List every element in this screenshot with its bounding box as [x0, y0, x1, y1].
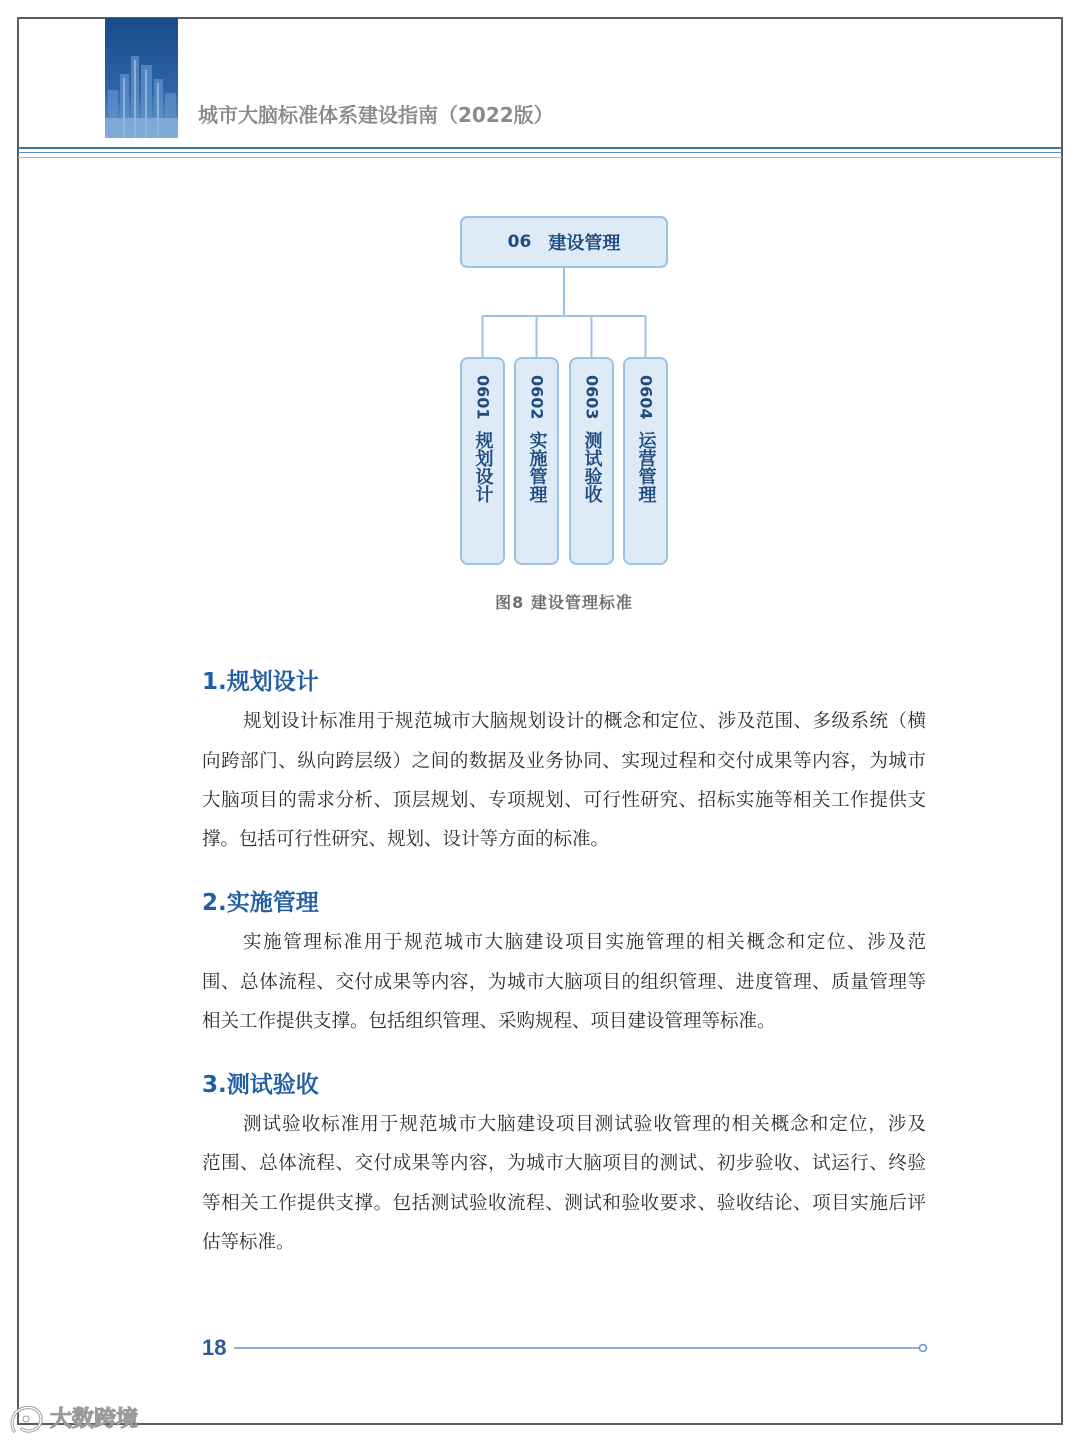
- diagram-connectors: [460, 266, 668, 359]
- node-label: 规划设计: [472, 430, 494, 503]
- root-node-label: 建设管理: [548, 233, 621, 254]
- section-heading: 2.实施管理: [202, 890, 319, 917]
- paragraph-line: 估等标准。: [202, 1232, 295, 1254]
- paragraph-line: 规划设计标准用于规范城市大脑规划设计的概念和定位、涉及范围、多级系统（横: [243, 711, 926, 733]
- paragraph-line: 测试验收标准用于规范城市大脑建设项目测试验收管理的相关概念和定位，涉及: [243, 1114, 926, 1136]
- watermark: [8, 1402, 138, 1438]
- node-text: [525, 359, 549, 563]
- diagram-node-0601: [460, 357, 505, 565]
- node-label: 实施管理: [526, 430, 548, 503]
- footer-rule-end-dot: [920, 1345, 927, 1352]
- footer-rule: [230, 1340, 930, 1356]
- node-code: 0604: [636, 375, 656, 420]
- page-number: 18: [202, 1335, 227, 1360]
- diagram-node-0603: [569, 357, 614, 565]
- section-heading: 3.测试验收: [202, 1071, 319, 1098]
- node-text: [634, 359, 658, 563]
- document-title: 城市大脑标准体系建设指南（2022版）: [198, 103, 554, 127]
- section-testing-acceptance: [202, 1066, 926, 1262]
- paragraph-line: 范围、总体流程、交付成果等内容，为城市大脑项目的测试、初步验收、试运行、终验: [202, 1153, 926, 1175]
- paragraph-line: 等相关工作提供支撑。包括测试验收流程、测试和验收要求、验收结论、项目实施后评: [202, 1192, 926, 1214]
- diagram-root-node: [460, 216, 668, 268]
- node-code: 0601: [473, 375, 493, 420]
- section-heading: 1.规划设计: [202, 669, 319, 695]
- node-code: 0602: [527, 375, 547, 420]
- paragraph-line: 相关工作提供支撑。包括组织管理、采购规程、项目建设管理等标准。: [202, 1010, 776, 1032]
- header-rule-middle: [18, 152, 1062, 153]
- paragraph-line: 撑。包括可行性研究、规划、设计等方面的标准。: [202, 829, 610, 851]
- section-planning-design: [202, 663, 926, 859]
- node-code: 0603: [582, 375, 602, 420]
- diagram-node-0602: [514, 357, 559, 565]
- watermark-logo-icon: [8, 1403, 46, 1437]
- section-implementation-management: [202, 884, 926, 1041]
- figure-caption: 图8 建设管理标准: [495, 593, 633, 612]
- node-text: [471, 359, 495, 563]
- header-rule-thin: [18, 157, 1062, 158]
- node-label: 测试验收: [581, 430, 603, 503]
- node-label: 运营管理: [635, 430, 657, 503]
- skyline-ground: [105, 118, 178, 138]
- diagram-node-0604: [623, 357, 668, 565]
- root-node-code: 06: [507, 232, 532, 252]
- header-skyline-image: [105, 18, 178, 138]
- paragraph-line: 向跨部门、纵向跨层级）之间的数据及业务协同、实现过程和交付成果等内容，为城市: [202, 750, 926, 772]
- header-rule-thick: [18, 147, 1062, 149]
- paragraph-line: 围、总体流程、交付成果等内容，为城市大脑项目的组织管理、进度管理、质量管理等: [202, 971, 926, 993]
- paragraph-line: 大脑项目的需求分析、顶层规划、专项规划、可行性研究、招标实施等相关工作提供支: [202, 789, 926, 811]
- paragraph-line: 实施管理标准用于规范城市大脑建设项目实施管理的相关概念和定位、涉及范: [243, 932, 926, 954]
- node-text: [580, 359, 604, 563]
- main-content: [202, 663, 926, 1287]
- watermark-text: 大数跨境: [50, 1407, 139, 1432]
